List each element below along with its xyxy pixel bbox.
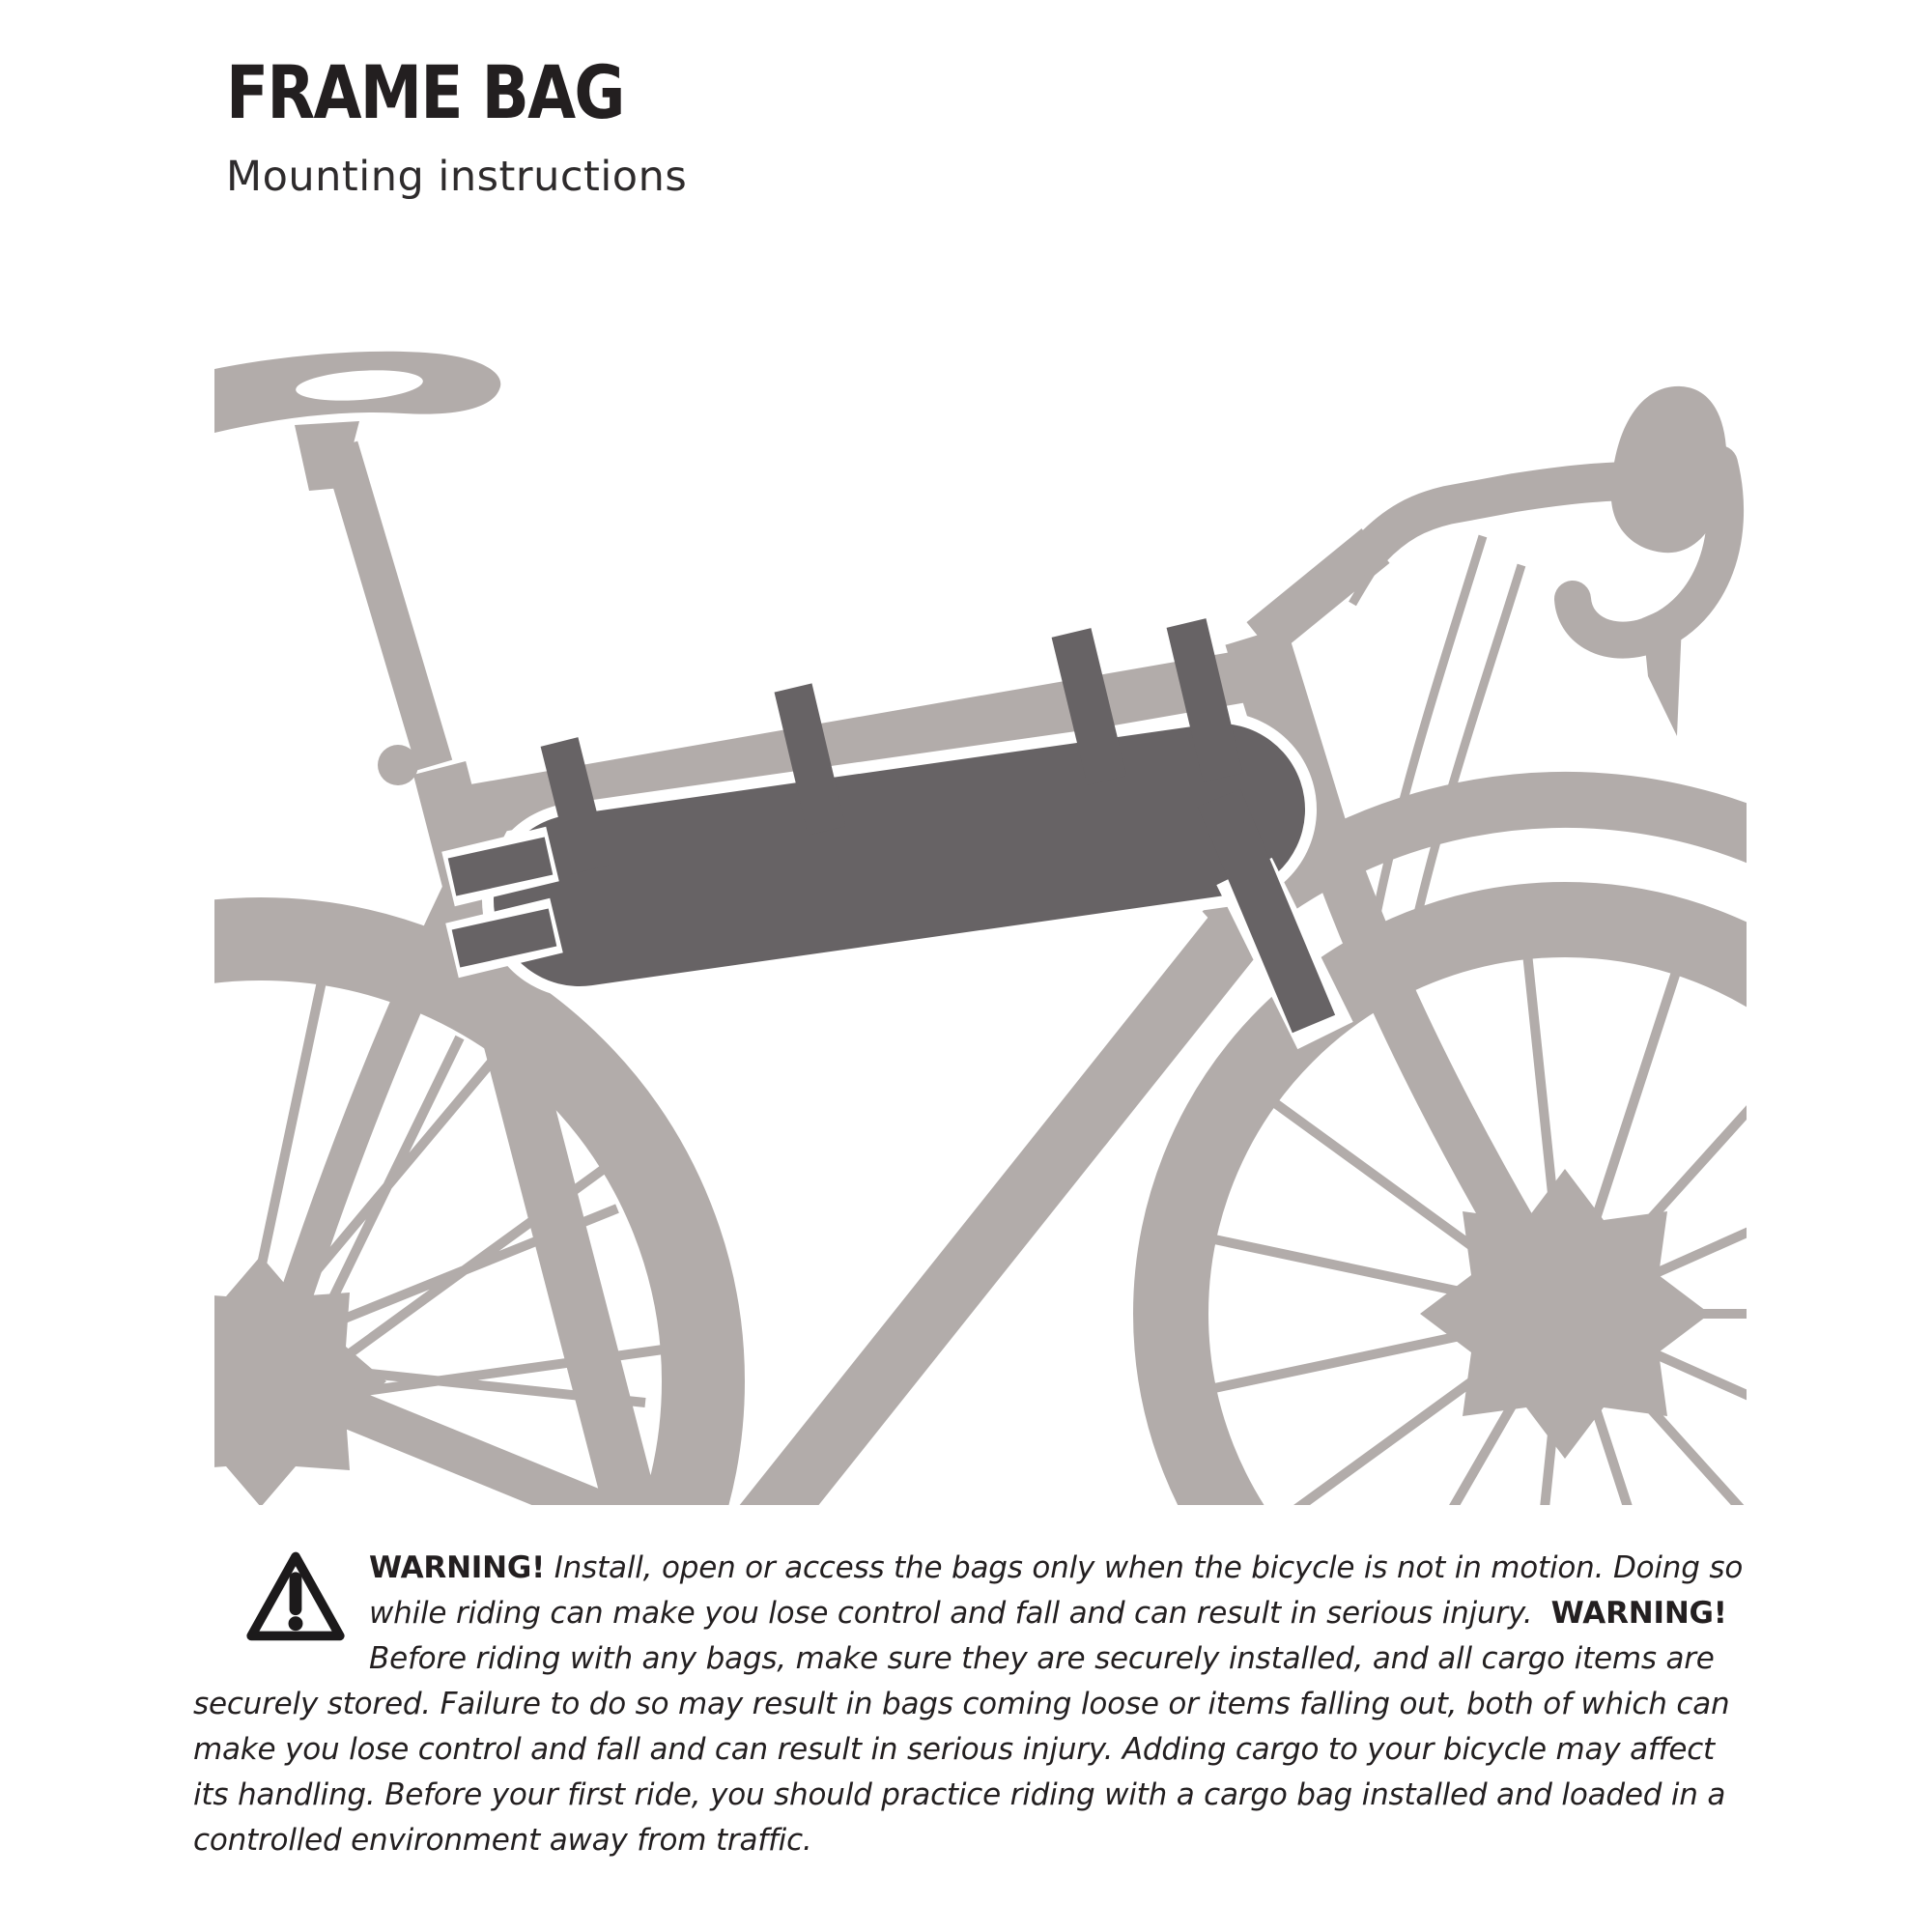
frame-bag	[580, 810, 1219, 900]
seat-tube-strap-1	[452, 856, 549, 877]
seat-tube-strap-2	[456, 927, 553, 949]
page-subtitle: Mounting instructions	[226, 153, 688, 201]
warning-text	[193, 1546, 1756, 1863]
seatpost	[340, 446, 435, 765]
warning-text-1: Install, open or access the bags only when the bicycle is not in motion. Doing so while riding can make you lose control and fall and can result in serious injury.	[369, 1550, 1744, 1631]
warning-triangle-icon	[243, 1549, 348, 1644]
warning-block	[193, 1546, 1756, 1863]
page-title: FRAME BAG	[226, 49, 624, 135]
brake-lever-blade	[1642, 601, 1683, 736]
warning-label-1: WARNING!	[369, 1550, 546, 1585]
warning-label-2: WARNING!	[1550, 1596, 1727, 1631]
warning-text-2: Before riding with any bags, make sure they are securely installed, and all cargo items are securely stored. Failure to do so may result in bags coming loose or items falling out, both of which can make you lose control and fall and can result in serious injury. Adding cargo to your bicycle may affect its handling. Before your first ride, you should practice riding with a cargo bag installed and loaded in a controlled environment away from traffic.	[193, 1641, 1730, 1858]
